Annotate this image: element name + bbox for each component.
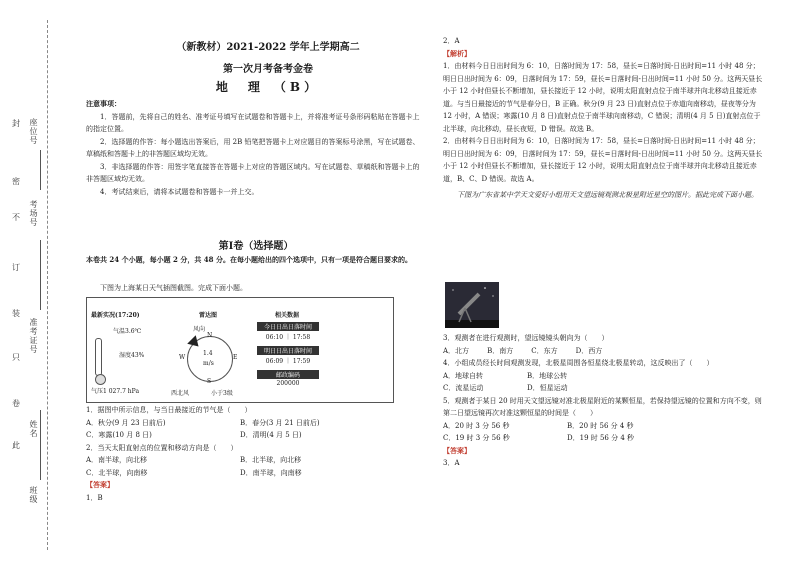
fill-line bbox=[40, 240, 41, 310]
q3-option: D．西方 bbox=[575, 346, 603, 355]
notice-block bbox=[86, 98, 426, 198]
seal-char: 装 bbox=[12, 309, 20, 318]
analysis-tag: 【解析】 bbox=[443, 48, 471, 58]
section-title: 第Ⅰ卷（选择题） bbox=[218, 241, 294, 252]
notice-item: 1．答题前，先将自己的姓名、准考证号填写在试题卷和答题卡上，并将准考证号条形码粘贴在答题卡上的指定位置。 bbox=[86, 112, 420, 133]
label-name: 姓名 bbox=[29, 420, 38, 438]
q2-option: A．南半球，向北移 bbox=[86, 456, 148, 464]
today-value: 06:10 ｜ 17:58 bbox=[265, 334, 311, 341]
pressure: 气压1 027.7 hPa bbox=[91, 388, 140, 395]
binding-strip bbox=[0, 0, 60, 562]
answer-2: 2．A bbox=[443, 37, 460, 45]
label-class: 班级 bbox=[29, 486, 38, 504]
thermometer-bulb bbox=[95, 374, 106, 385]
q1-option: A．秋分(9 月 23 日前后) bbox=[86, 418, 166, 427]
section-intro: 本卷共 24 个小题，每小题 2 分，共 48 分。在每小题给出的四个选项中，只有一项是符合题目要求的。 bbox=[86, 255, 412, 264]
q4-option: D．恒星运动 bbox=[527, 384, 568, 392]
answer-1: 1．B bbox=[86, 493, 103, 502]
compass-s: S bbox=[207, 378, 212, 385]
q1-stem: 1．据图中所示信息，与当日最接近的节气是（ ） bbox=[86, 406, 252, 414]
q5-option: B．20 时 56 分 4 秒 bbox=[567, 421, 634, 430]
q3-option: B．南方 bbox=[487, 346, 514, 355]
questions-3-5 bbox=[443, 332, 763, 470]
tomorrow-label: 明日日出日落时间 bbox=[257, 346, 319, 355]
q2-stem: 2．当天太阳直射点的位置和移动方向是（ ） bbox=[86, 443, 238, 452]
question-1 bbox=[86, 404, 416, 504]
answer-tag: 【答案】 bbox=[86, 480, 114, 489]
q4-option: B．地球公转 bbox=[527, 371, 568, 380]
telescope-photo bbox=[445, 282, 499, 328]
q5-stem: 5．观测者于某日 20 时用天文望远镜对准北极星附近的某颗恒星，若保持望远镜的位置和方向不变，则第二日望远镜再次对准这颗恒星的时间是（ ） bbox=[443, 396, 762, 417]
weather-figure bbox=[86, 297, 394, 403]
q3-stem: 3．观测者在进行观测时，望远镜镜头朝向为（ ） bbox=[443, 334, 609, 342]
header-line1: （新教材）2021-2022 学年上学期高二 bbox=[176, 42, 360, 53]
analysis-1: 1．由材料今日日出时间为 6：10，日落时间为 17：58，昼长=日落时间-日出时间=11 小时 48 分；明日日出时间为 6：09，日落时间为 17：59，昼长=日落时间-日出时间=11 小时 50 分。这两天昼长小于 12 小时但昼长不断增加，昼长接近于 12 小时，说明太阳直射点位于南半球并向北移动且接近赤道。与当日最接近的节气是春分日，B 正确。秋分(9 月 23 日)直射点位于赤道向南移动，昼夜等分为 12 小时，A 错误；寒露(10 月 8 日)直射点位于南半球向南移动，C 错误；清明(4 月 5 日)直射点位于北半球，向北移动，昼长夜短，D 错误。故选 B。 bbox=[443, 62, 763, 133]
q4-option: A．地球自转 bbox=[443, 371, 484, 380]
seal-char: 卷 bbox=[12, 399, 20, 408]
compass-w: W bbox=[179, 354, 186, 361]
tomorrow-value: 06:09 ｜ 17:59 bbox=[265, 358, 311, 365]
wind-unit: m/s bbox=[203, 360, 214, 367]
q2-option: D．南半球，向南移 bbox=[240, 468, 302, 477]
related-title: 相关数据 bbox=[275, 312, 300, 319]
q5-option: C．19 时 3 分 56 秒 bbox=[443, 434, 510, 442]
notice-item: 2．选择题的作答：每小题选出答案后，用 2B 铅笔把答题卡上对应题目的答案标号涂黑，写在试题卷、草稿纸和答题卡上的非答题区域均无效。 bbox=[86, 137, 420, 158]
q1-option: D．清明(4 月 5 日) bbox=[240, 431, 302, 439]
wind-speed: 1.4 bbox=[203, 350, 213, 357]
header-line2: 第一次月考备考金卷 bbox=[223, 64, 313, 75]
q5-option: A．20 时 3 分 56 秒 bbox=[443, 421, 510, 430]
compass-e: E bbox=[233, 354, 238, 361]
q4-stem: 4．小组成员经长时间观测发现，北极星周围各恒星绕北极星转动，这反映出了（ ） bbox=[443, 359, 714, 367]
seal-char: 只 bbox=[12, 353, 20, 362]
right-column bbox=[443, 35, 763, 202]
notice-item: 4．考试结束后，请将本试题卷和答题卡一并上交。 bbox=[100, 187, 259, 196]
figure-caption: 下图为上海某日天气插图截图。完成下面小题。 bbox=[100, 284, 247, 292]
q5-option: D．19 时 56 分 4 秒 bbox=[567, 434, 635, 442]
q4-option: C．流星运动 bbox=[443, 384, 484, 392]
seal-char: 订 bbox=[12, 263, 20, 272]
label-room: 考场号 bbox=[29, 200, 38, 227]
radar-title: 雷达图 bbox=[199, 312, 218, 319]
seal-char: 此 bbox=[12, 441, 20, 450]
label-seat: 座位号 bbox=[29, 118, 38, 145]
fill-line bbox=[40, 410, 41, 480]
today-label: 今日日出日落时间 bbox=[257, 322, 319, 331]
q3-option: A．北方 bbox=[443, 346, 470, 355]
q2-option: B．北半球，向北移 bbox=[240, 456, 302, 464]
cut-line bbox=[47, 20, 49, 550]
q1-option: B．春分(3 月 21 日前后) bbox=[240, 418, 320, 427]
seal-char: 封 bbox=[12, 119, 20, 128]
code-label: 邮政编码 bbox=[257, 370, 319, 379]
notice-item: 3．非选择题的作答：用签字笔直接答在答题卡上对应的答题区域内。写在试题卷、草稿纸和答题卡上的非答题区域均无效。 bbox=[86, 162, 420, 183]
live-title: 最新实况(17:20) bbox=[91, 312, 140, 319]
answer-tag-2: 【答案】 bbox=[443, 445, 471, 455]
label-exam-id: 准考证号 bbox=[29, 318, 38, 354]
telescope-icon bbox=[445, 282, 499, 328]
notice-title: 注意事项： bbox=[86, 99, 121, 108]
q1-option: C．寒露(10 月 8 日) bbox=[86, 431, 152, 439]
humidity: 湿度43% bbox=[119, 352, 145, 359]
analysis-2: 2．由材料今日日出时间为 6：10，日落时间为 17：58，昼长=日落时间-日出时间=11 小时 48 分；明日日出时间为 6：09，日落时间为 17：59，昼长=日落时间-日出时间=11 小时 50 分。这两天昼长小于 12 小时但昼长不断增加，昼长接近于 12 小时，说明太阳直射点位于南半球并向北移动且接近赤道，B、C、D 错误。故选 A。 bbox=[443, 137, 763, 183]
wind-direction: 西北风 bbox=[171, 390, 190, 397]
seal-char: 密 bbox=[12, 177, 20, 186]
thermometer-icon bbox=[95, 338, 102, 376]
answer-3: 3．A bbox=[443, 459, 460, 467]
seal-char: 不 bbox=[12, 213, 20, 222]
q2-option: C．北半球，向南移 bbox=[86, 468, 148, 477]
temperature: 气温3.6℃ bbox=[113, 328, 142, 335]
fill-line bbox=[40, 150, 41, 190]
compass-n: N bbox=[207, 332, 213, 339]
wind-level: 小于3级 bbox=[211, 390, 233, 397]
wind-label: 风向 bbox=[193, 326, 206, 333]
page-title: 地 理 （B） bbox=[215, 80, 321, 94]
code-value: 200000 bbox=[276, 380, 300, 387]
q3-option: C．东方 bbox=[531, 346, 558, 355]
figure2-caption: 下图为广东省某中学天文爱好小组用天文望远镜观测北极星附近星空的图片。据此完成下面小题。 bbox=[457, 191, 758, 199]
